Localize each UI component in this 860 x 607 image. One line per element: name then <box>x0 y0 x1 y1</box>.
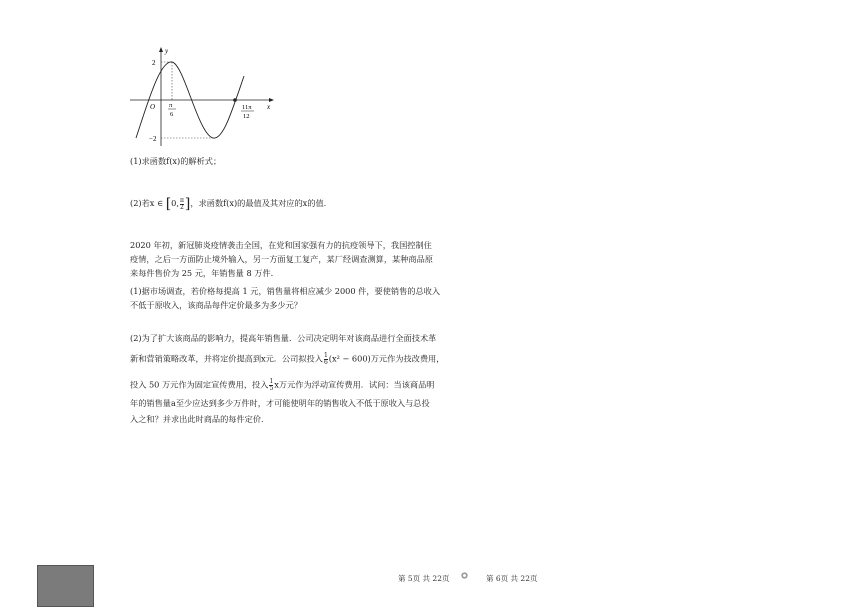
frac-den: 2 <box>180 203 184 211</box>
eleven-pi-num: 11π <box>242 104 252 111</box>
sine-graph <box>128 42 278 150</box>
corner-thumbnail <box>37 565 94 607</box>
q2-part2-line-4: 年的销售量a至少应达到多少万件时，才可能使明年的销售收入不低于原收入与总投 <box>130 398 430 408</box>
pi-over-two <box>180 198 184 211</box>
footer-left-page: 第 5页 共 22页 <box>398 574 450 583</box>
q2-part1-line-1: (1)据市场调查，若价格每提高 1 元，销售量将相应减少 2000 件，要使销售的总收入 <box>130 286 441 296</box>
frac-num: π <box>179 196 184 204</box>
q2-part2-line-5: 入之和？并求出此时商品的每件定价. <box>130 414 264 424</box>
eleven-pi-den: 12 <box>243 113 250 120</box>
page-separator-icon <box>460 571 469 580</box>
q2-part2-line-3 <box>130 379 434 392</box>
q2-intro-line-2: 疫情，之后一方面防止境外输入，另一方面复工复产，某厂经调查测算，某种商品原 <box>130 254 433 264</box>
q2-part2-line-2 <box>130 353 444 366</box>
q2-part1-line-2: 不低于原收入，该商品每件定价最多为多少元？ <box>130 300 302 310</box>
pi-over-six-den: 6 <box>170 111 174 118</box>
x-axis-label: x <box>267 103 271 111</box>
left-bracket: [ <box>165 196 172 212</box>
q2-part2-line-1: (2)为了扩大该商品的影响力，提高年销售量．公司决定明年对该商品进行全面技术革 <box>130 333 437 343</box>
frac-num: 1 <box>323 352 328 359</box>
x-axis-arrow <box>269 98 274 102</box>
q1-part2-prefix: (2)若x ∈ <box>130 198 164 208</box>
line3-text-a: 投入 50 万元作为固定宣传费用，投入 <box>130 379 269 390</box>
q2-intro-line-3: 来每件售价为 25 元，年销售量 8 万件. <box>130 268 274 278</box>
q1-part2 <box>130 197 326 211</box>
line3-text-b: x万元作为浮动宣传费用．试问：当该商品明 <box>274 379 435 390</box>
y-axis-arrow <box>159 47 163 52</box>
q2-intro-line-1: 2020 年初，新冠肺炎疫情袭击全国，在党和国家强有力的抗疫领导下，我国控制住 <box>130 240 432 250</box>
one-fifth <box>269 379 273 392</box>
max-label: 2 <box>152 59 156 67</box>
footer-right-page: 第 6页 共 22页 <box>486 574 538 583</box>
right-bracket: ] <box>184 196 191 212</box>
min-label: −2 <box>149 135 157 143</box>
frac-num: 1 <box>269 378 274 385</box>
pi-over-six-num: π <box>169 102 173 109</box>
line2-text-b: (x² − 600)万元作为技改费用， <box>328 353 445 364</box>
q1-part2-suffix: ，求函数f(x)的最值及其对应的x的值. <box>190 198 327 208</box>
zero-point <box>233 98 237 102</box>
frac-den: 5 <box>269 385 274 392</box>
interval-left: 0, <box>171 198 179 208</box>
frac-den: 6 <box>323 359 328 366</box>
q1-part1: (1)求函数f(x)的解析式； <box>130 156 222 166</box>
one-sixth <box>324 353 328 366</box>
origin-label: O <box>150 103 156 111</box>
line2-text-a: 新和营销策略改革，并将定价提高到x元．公司拟投入 <box>130 353 323 364</box>
y-axis-label: y <box>165 47 169 55</box>
